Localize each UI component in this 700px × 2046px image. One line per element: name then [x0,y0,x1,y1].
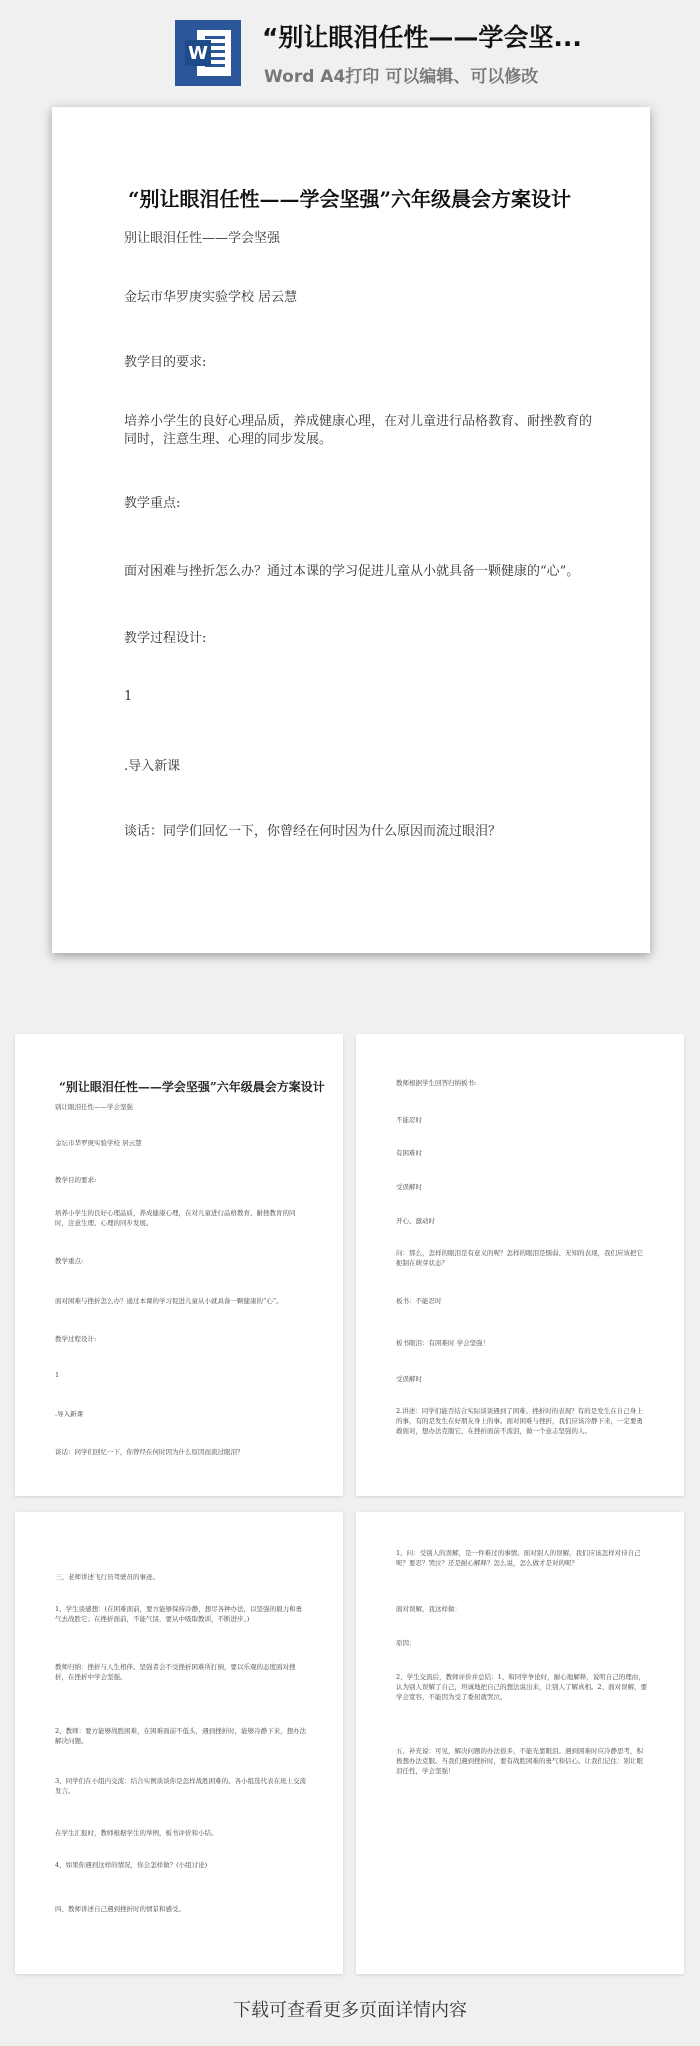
thumb-line: 教学过程设计: [55,1335,97,1343]
thumb-line: 原因： [396,1639,416,1647]
thumb-line: 1 [55,1371,60,1379]
thumb-line: 板书：不能忍时 [396,1297,442,1305]
page-thumbnail-4[interactable] [356,1512,684,1974]
thumb-line: 4、如果你遇到这样的情况，你会怎样做？(小组讨论) [55,1861,208,1869]
page-thumbnail-1[interactable] [15,1034,343,1496]
thumb-line: 五、补充说：可见，解决问题的办法很多，不能光靠眼泪。遇到困难时应冷静思考，积极想办法克服。当我们遇到挫折时，要有战胜困难的勇气和信心。让我们记住：别让眼泪任性，学会坚强！ [396,1747,643,1775]
document-subtitle: Word A4打印 可以编辑、可以修改 [264,67,539,87]
author-line: 金坛市华罗庚实验学校 居云慧 [124,290,298,305]
thumb-line: 问：那么，怎样的眼泪是有意义的呢？怎样的眼泪是懦弱、无知的表现，我们应该把它扼制在萌芽状态？ [396,1249,643,1267]
page-thumbnail-3[interactable] [15,1512,343,1974]
section-heading: .导入新课 [124,759,181,774]
section-heading: 教学目的要求: [124,355,207,370]
thumb-line: 三、老师讲述飞行员驾驶员的事迹。 [55,1573,159,1581]
svg-text:W: W [188,43,208,64]
thumb-line: 别让眼泪任性——学会坚强 [55,1103,133,1111]
thumb-line: .导入新课 [55,1410,84,1418]
thumb-line: 教师根据学生回答归纳板书: [396,1079,477,1087]
thumb-line: 在学生汇报时，教师根据学生的举例，板书评价和小结。 [55,1829,218,1837]
list-number: 1 [124,689,133,704]
thumb-line: 金坛市华罗庚实验学校 居云慧 [55,1139,142,1147]
thumb-line: 板书眼泪：有困难时 学会坚强！ [396,1339,490,1347]
thumb-line: 面对困难与挫折怎么办？通过本课的学习促进儿童从小就具备一颗健康的“心”。 [55,1297,283,1305]
thumb-line: 2、教师：要方能够战胜困难，在困难面前不低头，遇到挫折时，能够冷静下来，想办法解决问题。 [55,1727,307,1745]
subtitle-line: 别让眼泪任性——学会坚强 [124,231,281,246]
thumb-line: 教学目的要求: [55,1176,97,1184]
paragraph: 面对困难与挫折怎么办？通过本课的学习促进儿童从小就具备一颗健康的“心”。 [124,564,580,579]
header [0,0,700,100]
word-document-icon [175,20,241,86]
thumb-line: 培养小学生的良好心理品质，养成健康心理，在对儿童进行品格教育、耐挫教育的同时，注意生理、心理的同步发展。 [55,1209,296,1227]
page-title: “别让眼泪任性——学会坚强”六年级晨会方案设计 [128,187,572,211]
thumb-line: 四、教师讲述自己遇到挫折时的情景和感受。 [55,1905,185,1913]
page-thumbnail-2[interactable] [356,1034,684,1496]
paragraph: 谈话：同学们回忆一下，你曾经在何时因为什么原因而流过眼泪？ [124,824,502,839]
thumb-line: 开心、激动时 [396,1217,435,1225]
section-heading: 教学重点: [124,496,181,511]
thumb-line: 3、同学们在小组内交流：结合实例谈谈你是怎样战胜困难的。各小组选代表在班上交流发言。 [55,1777,307,1795]
main-page-preview[interactable] [52,107,650,953]
document-title: “别让眼泪任性——学会坚... [262,23,582,52]
thumb-line: 有困难时 [396,1149,422,1157]
thumb-line: 教学重点: [55,1257,84,1265]
more-pages-link[interactable]: 下载可查看更多页面详情内容 [233,2000,467,2021]
thumb-line: 教师归纳：挫折与人生相伴。坚强者会不受挫折困难所打倒，要以乐观的态度面对挫折，在挫折中学会坚强。 [55,1663,296,1681]
thumb-line: 面对误解，我这样做： [396,1605,461,1613]
thumb-line: 1、问：受别人的误解，是一件难过的事情。面对别人的误解，我们应该怎样对待自己呢？要忍？哭泣？还是耐心解释？怎么说，怎么做才是对的呢？ [396,1549,641,1567]
section-heading: 教学过程设计: [124,631,207,646]
thumb-line: 不能忍时 [396,1116,422,1124]
thumb-line: 1、学生谈感想：(在困难面前，要方能够保持冷静，想尽各种办法，以坚强的毅力和勇气去战胜它；在挫折面前，不能气馁，要从中吸取教训，不断进步。) [55,1605,303,1623]
thumb-line: 谈话：同学们回忆一下，你曾经在何时因为什么原因而流过眼泪？ [55,1448,244,1456]
thumb-line: 受误解时 [396,1183,422,1191]
thumb-title: “别让眼泪任性——学会坚强”六年级晨会方案设计 [59,1080,325,1094]
paragraph: 培养小学生的良好心理品质，养成健康心理，在对儿童进行品格教育、耐挫教育的同时，注意生理、心理的同步发展。 [124,414,593,447]
thumb-line: 受误解时 [396,1375,422,1383]
thumb-line: 2.讲述：同学们能否结合实际谈谈遇到了困难、挫折时的表现？有的是发生在自己身上的事，有的是发生在好朋友身上的事。面对困难与挫折，我们应该冷静下来，一定要勇敢面对，想办法克服它，在挫折面前不流泪，做一个意志坚强的人。 [396,1407,643,1435]
thumb-line: 2、学生交流后，教师评价并总结：1、和同学争论时，耐心地解释，说明自己的理由，认为别人误解了自己，坦诚地把自己的想法说出来，让别人了解真相。2、面对误解，要学会宽容，不能因为受了委屈就哭泣。 [396,1673,648,1701]
